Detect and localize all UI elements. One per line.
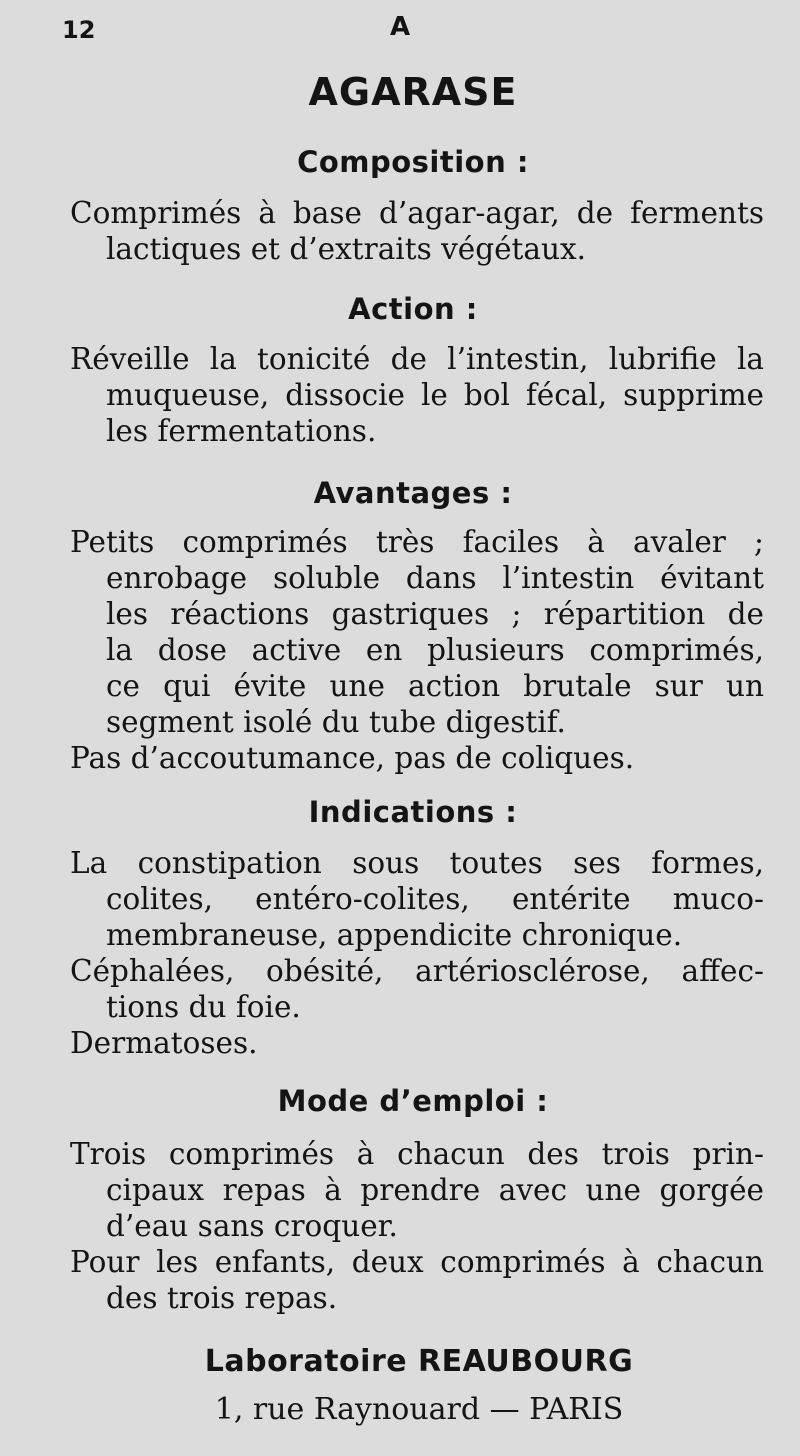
laboratory-name: Laboratoire REAUBOURG	[204, 1344, 634, 1379]
action-line: les fermentations.	[106, 414, 377, 448]
action-text	[70, 341, 764, 449]
laboratory-address: 1, rue Raynouard — PARIS	[214, 1392, 624, 1427]
avantages-line: segment isolé du tube digestif.	[106, 705, 566, 739]
composition-line: lactiques et d’extraits végétaux.	[106, 232, 587, 266]
mode-emploi-heading: Mode d’emploi :	[277, 1084, 549, 1118]
product-title: AGARASE	[308, 70, 518, 114]
indications-line: Céphalées, obésité, artériosclérose, affec-	[70, 954, 764, 988]
avantages-line: la dose active en plusieurs comprimés,	[106, 633, 764, 667]
avantages-heading: Avantages :	[313, 476, 513, 510]
page-number: 12	[62, 16, 96, 44]
avantages-line: ce qui évite une action brutale sur un	[106, 669, 764, 703]
section-letter: A	[389, 12, 411, 42]
composition-line: Comprimés à base d’agar-agar, de ferments	[70, 196, 764, 230]
mode-emploi-line: Trois comprimés à chacun des trois prin-	[70, 1137, 764, 1171]
indications-text	[70, 845, 764, 1061]
indications-line: La constipation sous toutes ses formes,	[70, 846, 764, 880]
avantages-line: enrobage soluble dans l’intestin évitant	[106, 561, 764, 595]
indications-line: tions du foie.	[106, 990, 301, 1024]
action-line: muqueuse, dissocie le bol fécal, supprime	[106, 378, 764, 412]
indications-line: membraneuse, appendicite chronique.	[106, 918, 683, 952]
avantages-text	[70, 524, 764, 776]
action-line: Réveille la tonicité de l’intestin, lubrifie la	[70, 342, 764, 376]
avantages-line: les réactions gastriques ; répartition de	[106, 597, 764, 631]
mode-emploi-line: Pour les enfants, deux comprimés à chacun	[70, 1245, 764, 1279]
mode-emploi-text	[70, 1136, 764, 1316]
mode-emploi-line: cipaux repas à prendre avec une gorgée	[106, 1173, 764, 1207]
indications-line: Dermatoses.	[70, 1026, 258, 1060]
indications-line: colites, entéro-colites, entérite muco-	[106, 882, 764, 916]
avantages-line: Pas d’accoutumance, pas de coliques.	[70, 741, 635, 775]
avantages-line: Petits comprimés très faciles à avaler ;	[70, 525, 764, 559]
action-heading: Action :	[348, 292, 478, 326]
mode-emploi-line: d’eau sans croquer.	[106, 1209, 398, 1243]
indications-heading: Indications :	[308, 795, 518, 829]
mode-emploi-line: des trois repas.	[106, 1281, 338, 1315]
composition-heading: Composition :	[297, 145, 529, 179]
composition-text	[70, 195, 764, 267]
